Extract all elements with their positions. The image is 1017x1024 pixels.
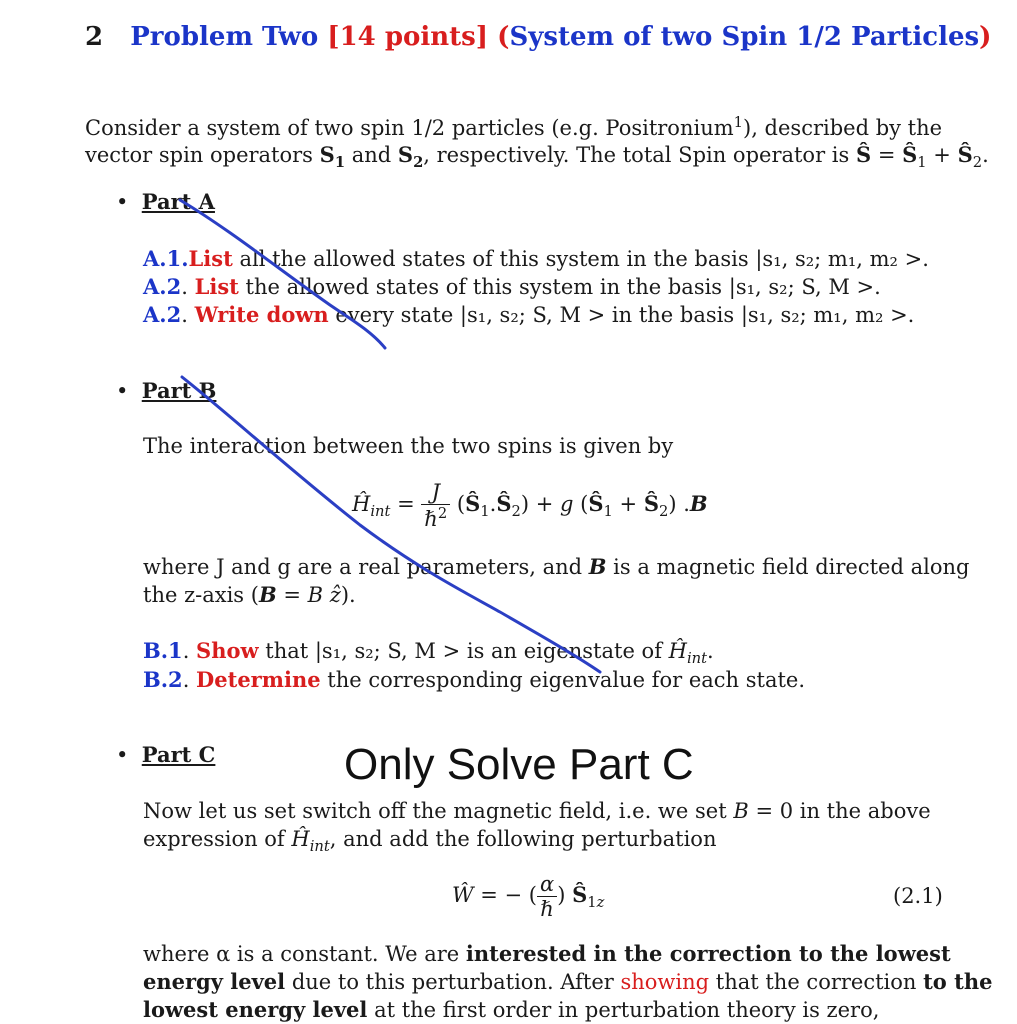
item-verb: Show bbox=[196, 638, 259, 663]
intro-line-1 bbox=[85, 114, 942, 140]
para-text: that the correction bbox=[709, 970, 924, 994]
item-text: that |s₁, s₂; S, M > is an eigenstate of bbox=[258, 639, 669, 663]
part-b-where-2: the z-axis (B = B ẑ). bbox=[143, 582, 356, 607]
item-label: B.2 bbox=[143, 667, 183, 692]
part-a-item-2: A.2. List the allowed states of this system in the basis |s₁, s₂; S, M >. bbox=[143, 274, 881, 299]
footnote-marker: 1 bbox=[733, 114, 743, 131]
item-label: A.1. bbox=[143, 246, 189, 271]
perturbation-equation: Ŵ = − ( $\frac{\alpha}{\text{ℏ}}$ ) $Ŝ_{1z}$ bbox=[452, 872, 605, 921]
s2-operator: $S_2$ bbox=[397, 142, 424, 172]
part-c-para-3 bbox=[143, 997, 879, 1022]
part-c-para-1 bbox=[143, 941, 951, 966]
part-c-text-2b: , and add the following perturbation bbox=[329, 827, 717, 851]
where-text-1: where J and g are a real parameters, and bbox=[143, 555, 589, 579]
item-label: B.1 bbox=[143, 638, 183, 663]
item-verb: Determine bbox=[196, 667, 321, 692]
part-c-line-2: expression of $Ĥ_{int}$, and add the following perturbation bbox=[143, 827, 717, 856]
para-bold: interested in the correction to the lowest bbox=[465, 941, 951, 966]
where-text-2: the z-axis ( bbox=[143, 583, 259, 607]
part-a-item-3: A.2. Write down every state |s₁, s₂; S, M > in the basis |s₁, s₂; m₁, m₂ >. bbox=[143, 302, 915, 327]
item-text: the allowed states of this system in the basis |s₁, s₂; S, M >. bbox=[238, 275, 881, 299]
intro-text-2a: vector spin operators bbox=[85, 143, 320, 167]
part-c-title: Part C bbox=[141, 742, 216, 767]
points-label: [14 points] bbox=[327, 22, 489, 52]
part-c-text-2a: expression of bbox=[143, 827, 292, 851]
where-text-1b: is a magnetic field directed along bbox=[606, 555, 970, 579]
item-text: the corresponding eigenvalue for each state. bbox=[320, 668, 806, 692]
item-text: every state |s₁, s₂; S, M > in the basis |s₁, s₂; m₁, m₂ >. bbox=[328, 303, 915, 327]
para-bold: energy level bbox=[143, 969, 286, 994]
part-b-item-2: B.2. Determine the corresponding eigenvalue for each state. bbox=[143, 667, 806, 692]
equation-number: (2.1) bbox=[893, 884, 943, 908]
part-c-bullet: • Part C bbox=[116, 742, 216, 767]
item-verb: List bbox=[188, 246, 233, 271]
part-b-where-1: where J and g are a real parameters, and B is a magnetic field directed along bbox=[143, 554, 970, 579]
part-c-line-1: Now let us set switch off the magnetic field, i.e. we set B = 0 in the above bbox=[143, 799, 931, 823]
hamiltonian-equation: $Ĥ_{int}$ = $\frac{J}{\hbar^2}$ $(Ŝ_1.Ŝ_2) + g$ ($Ŝ_1$ + $Ŝ_2$) .B bbox=[352, 480, 708, 531]
para-text: where α is a constant. We are bbox=[143, 942, 466, 966]
item-label: A.2 bbox=[143, 302, 182, 327]
intro-text-1-end: ), described by the bbox=[743, 116, 943, 140]
item-label: A.2 bbox=[143, 274, 182, 299]
part-a-bullet: • Part A bbox=[116, 189, 215, 214]
problem-title: Problem Two bbox=[130, 22, 319, 52]
para-text: at the first order in perturbation theory is zero, bbox=[367, 998, 880, 1022]
intro-text-2c: , respectively. The total Spin operator is bbox=[423, 143, 856, 167]
para-bold: lowest energy level bbox=[143, 997, 368, 1022]
part-c-text-1: Now let us set switch off the magnetic field, i.e. we set bbox=[143, 799, 734, 823]
part-a-item-1 bbox=[143, 246, 929, 271]
part-b-intro: The interaction between the two spins is given by bbox=[143, 434, 674, 458]
para-bold: to the bbox=[923, 969, 993, 994]
j-over-hbar2: $\frac{J}{\hbar^2}$ bbox=[421, 480, 450, 531]
item-text: all the allowed states of this system in the basis |s₁, s₂; m₁, m₂ >. bbox=[232, 247, 929, 271]
alpha-over-hbar: $\frac{\alpha}{\text{ℏ}}$ bbox=[537, 872, 557, 921]
problem-heading bbox=[85, 22, 991, 52]
intro-text-1: Consider a system of two spin 1/2 particles (e.g. Positronium bbox=[85, 116, 734, 140]
section-number: 2 bbox=[85, 22, 104, 52]
part-c-text-1-end: = 0 in the above bbox=[748, 799, 931, 823]
paren-close: ) bbox=[979, 22, 992, 52]
instruction-overlay: Only Solve Part C bbox=[344, 740, 694, 789]
paren-open: ( bbox=[497, 22, 510, 52]
part-c-para-2 bbox=[143, 969, 992, 994]
part-a-title: Part A bbox=[141, 189, 215, 214]
para-red: showing bbox=[620, 970, 710, 994]
part-b-title: Part B bbox=[141, 378, 217, 403]
item-verb: Write down bbox=[194, 302, 329, 327]
part-b-bullet: • Part B bbox=[116, 378, 217, 403]
total-spin-eq: Ŝ = $Ŝ_1$ + $Ŝ_2$. bbox=[855, 142, 989, 172]
item-verb: List bbox=[194, 274, 239, 299]
part-b-item-1: B.1. Show that |s₁, s₂; S, M > is an eigenstate of $Ĥ_{int}$. bbox=[143, 638, 714, 668]
intro-text-2b: and bbox=[345, 143, 398, 167]
intro-line-2 bbox=[85, 142, 989, 171]
para-text: due to this perturbation. After bbox=[285, 970, 621, 994]
s1-operator: $S_1$ bbox=[319, 142, 346, 172]
topic-title: System of two Spin 1/2 Particles bbox=[509, 22, 980, 52]
